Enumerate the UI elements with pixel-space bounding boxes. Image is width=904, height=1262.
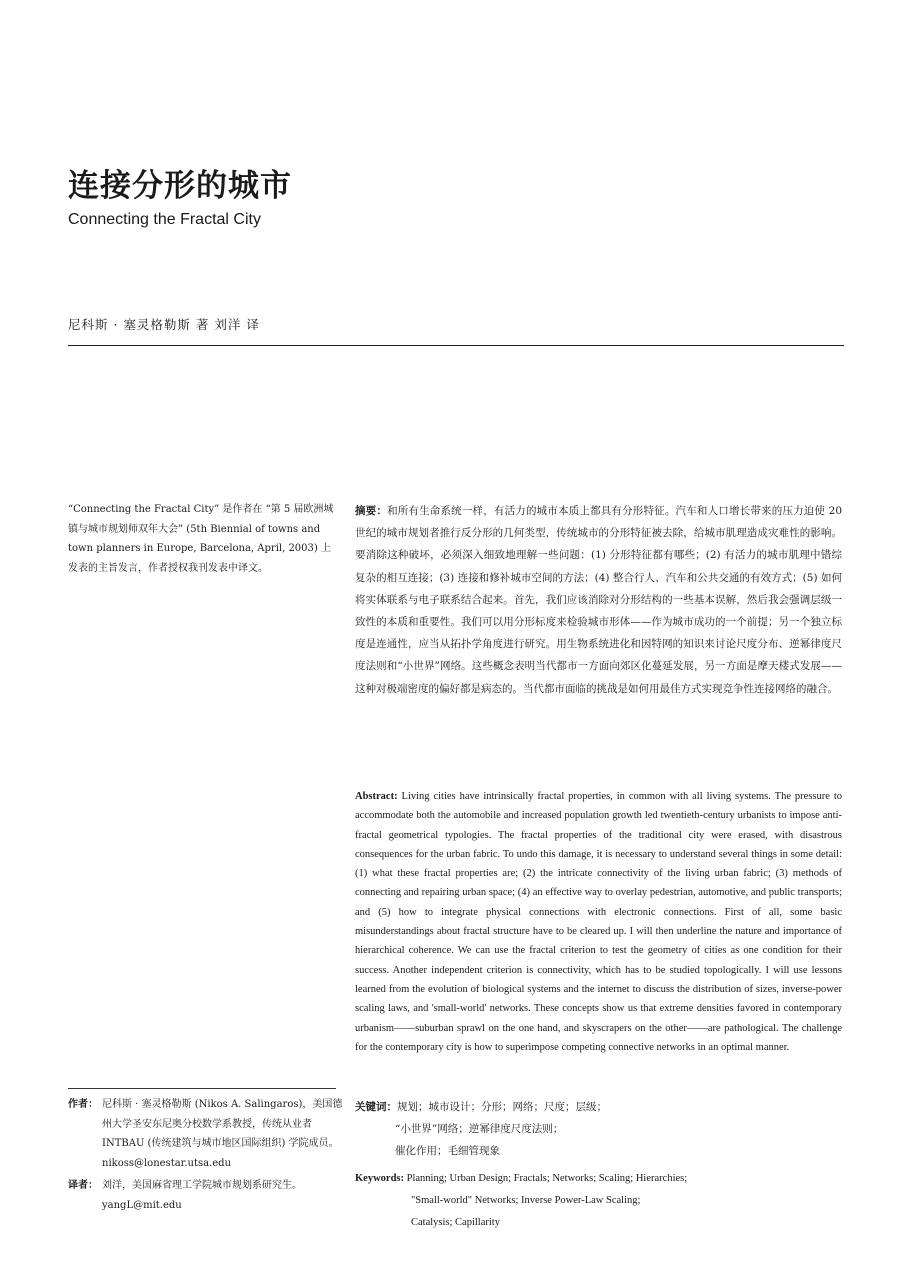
abstract-chinese-label: 摘要： — [355, 505, 388, 517]
author-byline: 尼科斯 · 塞灵格勒斯 著 刘洋 译 — [68, 317, 260, 332]
abstract-chinese — [355, 500, 842, 700]
keywords-english-line-1 — [355, 1168, 842, 1190]
translator-label: 译者： — [68, 1180, 98, 1191]
author-description: 尼科斯 · 塞灵格勒斯 (Nikos A. Salingaros)，美国德州大学圣安东尼奥分校数学系教授，传统从业者 INTBAU (传统建筑与城市地区国际组织) 学院成员。 — [102, 1099, 343, 1149]
translator-details — [102, 1176, 343, 1215]
keywords-section — [355, 1096, 842, 1234]
keywords-english-label: Keywords: — [355, 1173, 404, 1184]
page-title-chinese: 连接分形的城市 — [68, 168, 292, 204]
keywords-english-line-2: "Small-world" Networks; Inverse Power-Law Scaling; — [411, 1195, 641, 1206]
translator-description: 刘洋，美国麻省理工学院城市规划系研究生。 — [102, 1180, 302, 1191]
keywords-chinese-line-1 — [355, 1096, 842, 1118]
keywords-english — [355, 1168, 842, 1234]
author-info — [68, 1095, 343, 1215]
author-row — [68, 1095, 343, 1173]
translator-email: yangL@mit.edu — [102, 1199, 182, 1211]
source-footnote: “Connecting the Fractal City” 是作者在 “第 5 届欧洲城镇与城市规划师双年大会” (5th Biennial of towns and town planners in Europe, Barcelona, April, 2003) 上发表的主旨发言，作者授权我刊发表中译文。 — [68, 504, 334, 574]
author-details — [102, 1095, 343, 1173]
author-info-divider — [68, 1088, 336, 1089]
keywords-chinese-line-3: 催化作用；毛细管现象 — [395, 1145, 500, 1157]
keywords-chinese — [355, 1096, 842, 1162]
keywords-chinese-text-1: 规划；城市设计；分形；网络；尺度；层级； — [397, 1101, 607, 1113]
page-title-english: Connecting the Fractal City — [68, 211, 261, 228]
keywords-english-line-3: Catalysis; Capillarity — [411, 1217, 500, 1228]
header-divider — [68, 345, 844, 346]
abstract-english-text: Living cities have intrinsically fractal properties, in common with all living systems. The pressure to accommodate both the automobile and increased population growth led twentieth-century urbanists to impose anti-fractal geometrical typologies. The fractal properties of the traditional city were erased, with disastrous consequences for the urban fabric. To undo this damage, it is necessary to understand several things in some detail: (1) what these fractal properties are; (2) the intricate connectivity of the living urban fabric; (3) methods of connecting and repairing urban space; (4) an effective way to overlay pedestrian, automotive, and public transports; and (5) how to integrate physical connections with electronic connections. First of all, some basic misunderstandings about fractal structure have to be cleared up. I will then underline the nature and importance of hierarchical coherence. We can use the fractal criterion to test the geometry of cities as one condition for their success. Another independent criterion is connectivity, which has to be studied topologically. I will use lessons learned from the evolution of biological systems and the internet to discuss the distribution of sizes, inverse-power scaling laws, and 'small-world' networks. These concepts show us that extreme densities favored in contemporary urbanism——suburban sprawl on the one hand, and skyscrapers on the other——are pathological. The challenge for the contemporary city is how to superimpose competing connective networks in an optimal manner. — [355, 791, 843, 1053]
keywords-chinese-label: 关键词： — [355, 1101, 397, 1113]
abstract-english-label: Abstract: — [355, 791, 398, 802]
author-label: 作者： — [68, 1099, 98, 1110]
author-email: nikoss@lonestar.utsa.edu — [102, 1157, 232, 1169]
abstract-chinese-text: 和所有生命系统一样，有活力的城市本质上都具有分形特征。汽车和人口增长带来的压力迫使 20 世纪的城市规划者推行反分形的几何类型，传统城市的分形特征被去除，给城市肌理造成灾难性的影响。要消除这种破坏，必须深入细致地理解一些问题：(1) 分形特征都有哪些；(2) 有活力的城市肌理中错综复杂的相互连接；(3) 连接和修补城市空间的方法；(4) 整合行人、汽车和公共交通的有效方式；(5) 如何将实体联系与电子联系结合起来。首先，我们应该消除对分形结构的一些基本误解，然后我会强调层级一致性的本质和重要性。我们可以用分形标度来检验城市形体——作为城市成功的一个前提；另一个独立标度是连通性，应当从拓扑学角度进行研究。用生物系统进化和因特网的知识来讨论尺度分布、逆幂律度尺度法则和“小世界”网络。这些概念表明当代都市一方面向郊区化蔓延发展，另一方面是摩天楼式发展——这种对极端密度的偏好都是病态的。当代都市面临的挑战是如何用最佳方式实现竞争性连接网络的融合。 — [355, 505, 843, 695]
keywords-english-text-1: Planning; Urban Design; Fractals; Networks; Scaling; Hierarchies; — [406, 1173, 688, 1184]
keywords-chinese-line-2: “小世界”网络；逆幂律度尺度法则； — [395, 1123, 564, 1135]
translator-row — [68, 1176, 343, 1215]
abstract-english — [355, 787, 842, 1057]
